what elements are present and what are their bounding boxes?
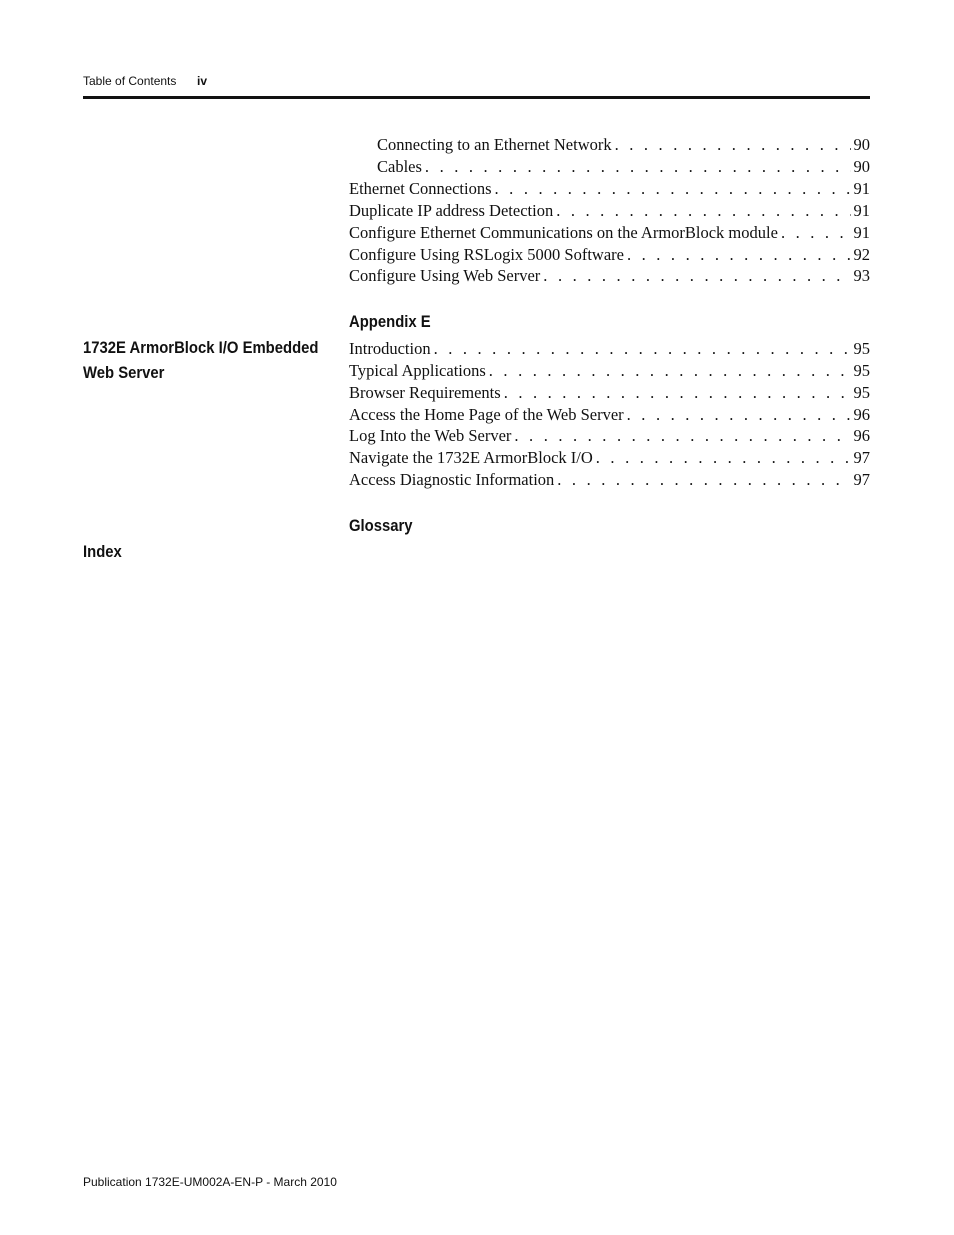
dot-leader [557, 469, 850, 491]
toc-entry-page: 91 [853, 179, 870, 198]
header-section-title: Table of Contents [83, 74, 177, 88]
toc-entry-page: 93 [853, 266, 870, 285]
toc-entry-page: 90 [853, 157, 870, 176]
toc-entry-title: Access the Home Page of the Web Server [349, 405, 624, 424]
toc-entry-title: Access Diagnostic Information [349, 470, 555, 489]
toc-entry-title: Duplicate IP address Detection [349, 201, 554, 220]
toc-entry-page: 97 [853, 470, 870, 489]
toc-entry-title: Cables [377, 157, 422, 176]
toc-entry-title: Typical Applications [349, 361, 486, 380]
dot-leader [434, 338, 851, 360]
dot-leader [615, 134, 851, 156]
toc-entry-page: 96 [853, 426, 870, 445]
toc-entry-page: 95 [853, 361, 870, 380]
toc-entry[interactable] [349, 360, 870, 382]
dot-leader [627, 244, 851, 266]
index-heading[interactable]: Index [83, 543, 122, 561]
toc-entry[interactable] [377, 134, 870, 156]
toc-entry-title: Configure Using Web Server [349, 266, 541, 285]
dot-leader [556, 200, 850, 222]
toc-entry-page: 91 [853, 201, 870, 220]
appendix-e-title: 1732E ArmorBlock I/O Embedded Web Server [83, 339, 319, 382]
dot-leader [504, 382, 851, 404]
dot-leader [596, 447, 851, 469]
dot-leader [543, 265, 850, 287]
toc-entry-page: 96 [853, 405, 870, 424]
toc-entry-title: Configure Using RSLogix 5000 Software [349, 245, 624, 264]
glossary-heading[interactable]: Glossary [349, 517, 413, 535]
toc-entry-title: Connecting to an Ethernet Network [377, 135, 612, 154]
toc-entry[interactable] [349, 338, 870, 360]
toc-entry-page: 95 [853, 383, 870, 402]
toc-entry-page: 92 [853, 245, 870, 264]
toc-entry-page: 90 [853, 135, 870, 154]
appendix-e-label: Appendix E [349, 313, 431, 331]
toc-entry[interactable] [349, 425, 870, 447]
dot-leader [627, 404, 851, 426]
header-page-number: iv [197, 74, 208, 88]
toc-entry[interactable] [377, 156, 870, 178]
toc-entry-title: Browser Requirements [349, 383, 501, 402]
toc-entry-title: Ethernet Connections [349, 179, 492, 198]
header-rule [83, 96, 870, 99]
toc-entry-title: Configure Ethernet Communications on the ArmorBlock module [349, 223, 778, 242]
dot-leader [489, 360, 851, 382]
dot-leader [781, 222, 851, 244]
toc-entry-page: 97 [853, 448, 870, 467]
toc-entry-page: 95 [853, 339, 870, 358]
toc-entry-title: Navigate the 1732E ArmorBlock I/O [349, 448, 593, 467]
toc-entry-title: Log Into the Web Server [349, 426, 512, 445]
toc-entry[interactable] [349, 178, 870, 200]
toc-entry-page: 91 [853, 223, 870, 242]
dot-leader [514, 425, 850, 447]
toc-entry[interactable] [349, 382, 870, 404]
toc-entry[interactable] [349, 469, 870, 491]
toc-entry[interactable] [349, 404, 870, 426]
toc-entry[interactable] [349, 244, 870, 266]
toc-entry[interactable] [349, 222, 870, 244]
toc-entry[interactable] [349, 265, 870, 287]
toc-entry-title: Introduction [349, 339, 431, 358]
toc-entry[interactable] [349, 200, 870, 222]
publication-footer: Publication 1732E-UM002A-EN-P - March 2010 [83, 1175, 337, 1189]
dot-leader [425, 156, 851, 178]
dot-leader [495, 178, 851, 200]
toc-entry[interactable] [349, 447, 870, 469]
